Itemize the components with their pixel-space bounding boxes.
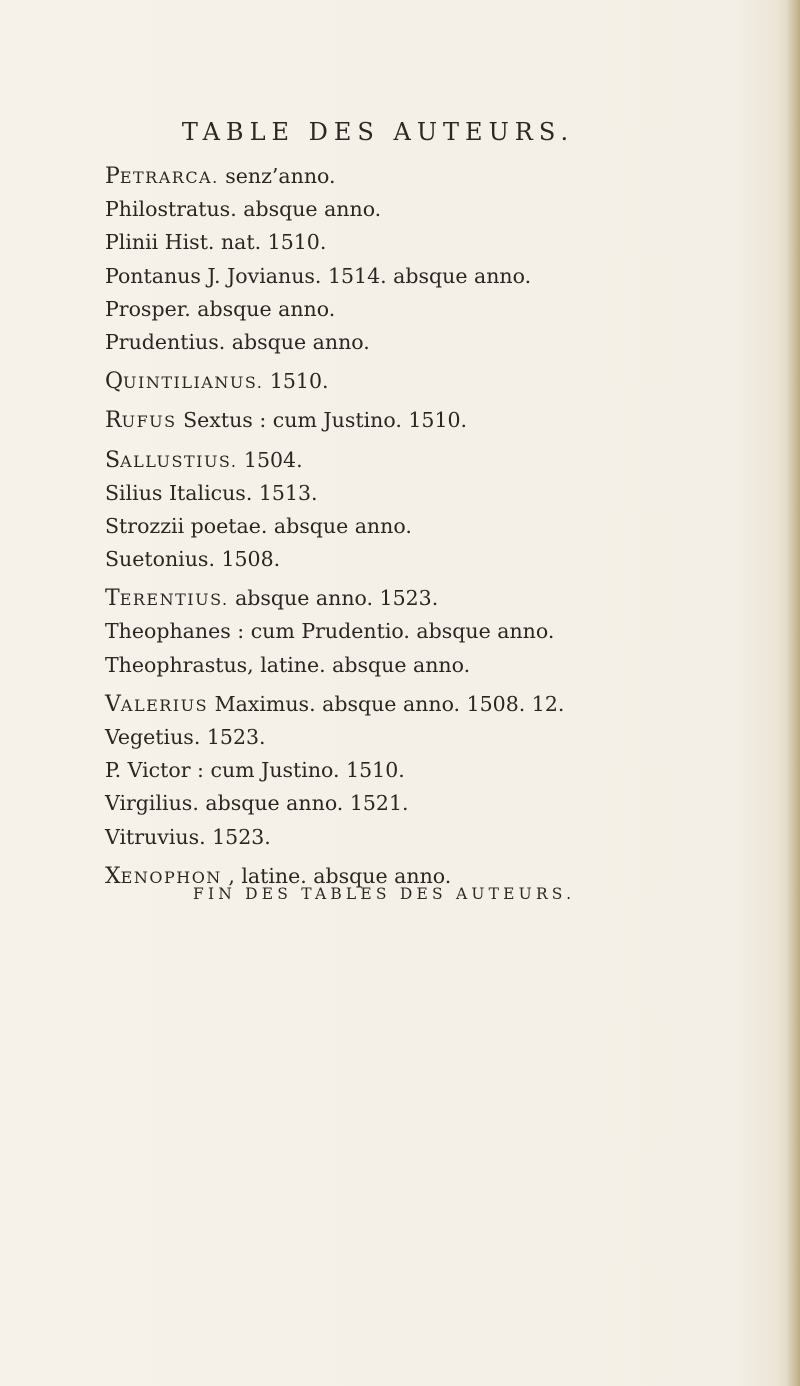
entry-text: Vitruvius. 1523. xyxy=(105,824,271,849)
author-entry xyxy=(105,226,745,259)
entry-text: Theophanes : cum Prudentio. absque anno. xyxy=(105,619,555,644)
entry-text: Plinii Hist. nat. 1510. xyxy=(105,230,327,255)
author-name-smallcaps: XENOPHON xyxy=(105,863,222,889)
author-entry xyxy=(105,821,745,854)
author-entry xyxy=(105,787,745,820)
author-entry xyxy=(105,260,745,293)
page-header: TABLE DES AUTEURS. xyxy=(181,118,575,146)
author-entry xyxy=(105,510,745,543)
entry-text: Sextus : cum Justino. 1510. xyxy=(176,408,468,433)
entry-text: Maximus. absque anno. 1508. 12. xyxy=(208,691,565,716)
entry-text: senz’anno. xyxy=(218,164,336,188)
author-entry xyxy=(105,582,745,615)
author-entry xyxy=(105,477,745,510)
author-name-smallcaps: SALLUSTIUS. xyxy=(105,447,238,473)
entry-text: Philostratus. absque anno. xyxy=(105,197,382,222)
author-entry xyxy=(105,404,745,437)
author-entry xyxy=(105,688,745,721)
entry-text: Vegetius. 1523. xyxy=(105,725,266,749)
entry-text: , latine. absque anno. xyxy=(221,863,452,888)
entry-text: P. Victor : cum Justino. 1510. xyxy=(105,758,405,783)
entry-text: 1510. xyxy=(263,369,329,394)
author-entry xyxy=(105,193,745,226)
entry-text: Pontanus J. Jovianus. 1514. absque anno. xyxy=(105,263,532,288)
entry-text: Silius Italicus. 1513. xyxy=(105,480,318,505)
entry-text: Virgilius. absque anno. 1521. xyxy=(105,791,409,816)
author-name-smallcaps: TERENTIUS. xyxy=(105,586,229,612)
author-list xyxy=(105,160,745,893)
entry-text: Strozzii poetae. absque anno. xyxy=(105,513,412,538)
author-entry xyxy=(105,444,745,477)
author-entry xyxy=(105,721,745,754)
author-name-smallcaps: RUFUS xyxy=(105,408,177,434)
entry-text: absque anno. 1523. xyxy=(228,586,439,611)
author-entry xyxy=(105,293,745,326)
author-entry xyxy=(105,543,745,576)
page-edge xyxy=(786,0,800,1386)
author-name-smallcaps: QUINTILIANUS. xyxy=(105,369,264,395)
author-entry xyxy=(105,160,745,193)
author-entry xyxy=(105,649,745,682)
entry-text: Theophrastus, latine. absque anno. xyxy=(105,652,471,677)
author-entry xyxy=(105,754,745,787)
entry-text: 1504. xyxy=(237,447,303,472)
author-name-smallcaps: PETRARCA. xyxy=(105,164,219,189)
page-footer: FIN DES TABLES DES AUTEURS. xyxy=(193,885,576,903)
author-name-smallcaps: VALERIUS xyxy=(105,691,209,717)
entry-text: Prosper. absque anno. xyxy=(105,296,336,321)
entry-text: Suetonius. 1508. xyxy=(105,547,281,572)
entry-text: Prudentius. absque anno. xyxy=(105,329,370,354)
author-entry xyxy=(105,615,745,648)
author-entry xyxy=(105,326,745,359)
author-entry xyxy=(105,365,745,398)
